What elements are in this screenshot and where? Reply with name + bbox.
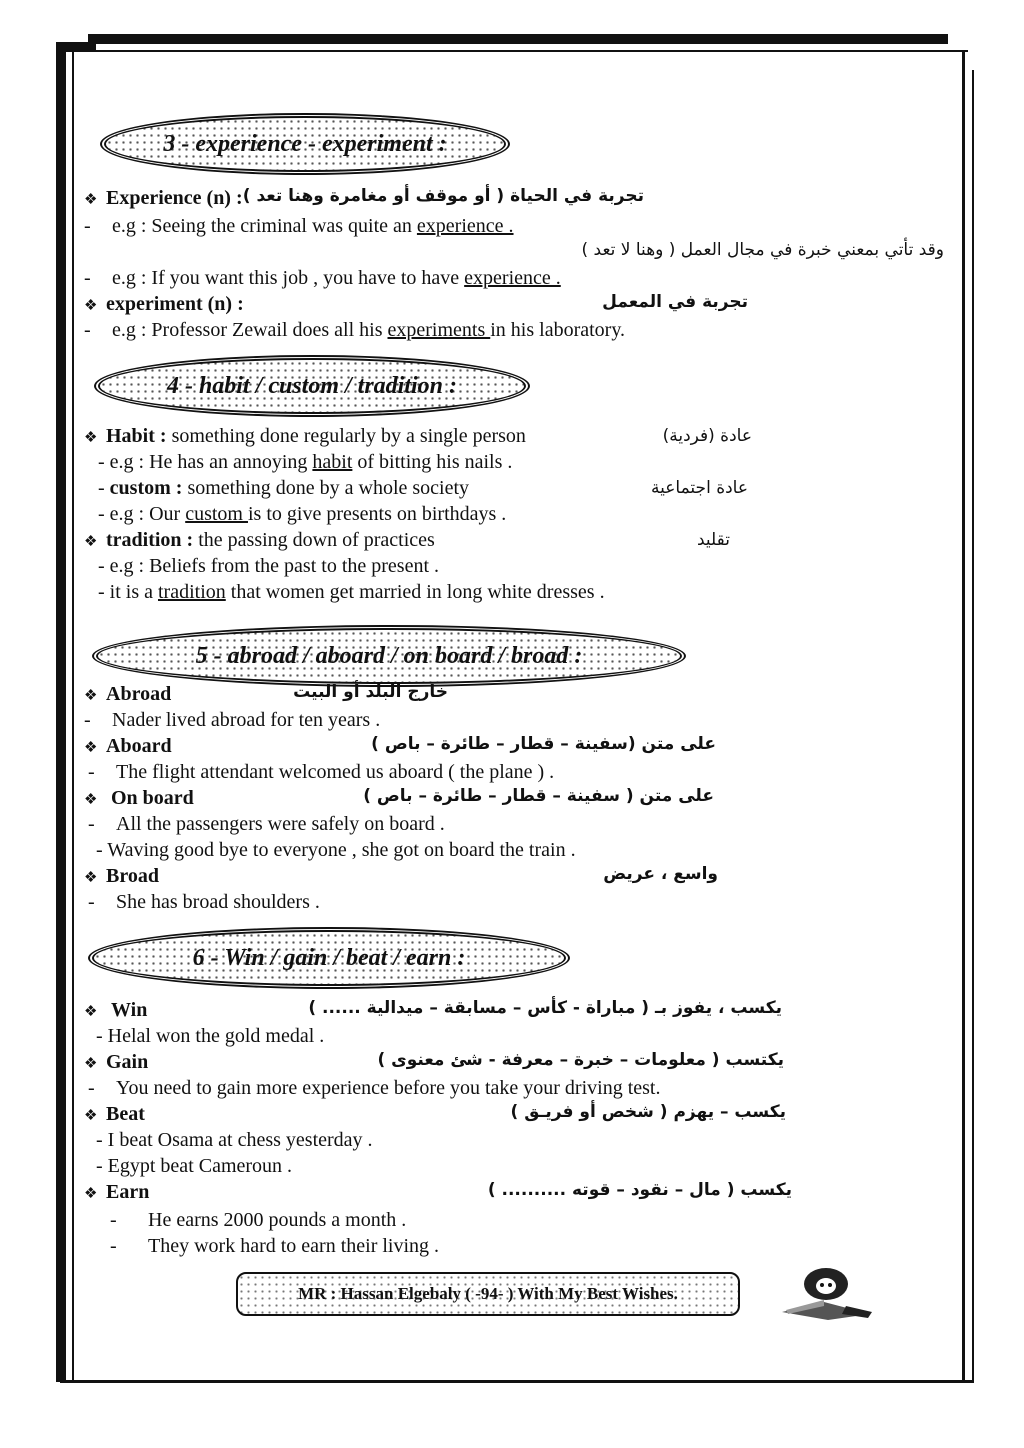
on-board-arabic: على متن ( سفينة – قطار – طائرة – باص ) <box>363 786 714 806</box>
on-board-heading: ❖ On board <box>84 786 194 812</box>
win-arabic: يكسب ، يفوز بـ ( مباراة - كأس – مسابقة – ميدالية ...... ) <box>308 998 782 1018</box>
diamond-bullet-icon: ❖ <box>84 1056 98 1072</box>
beat-heading: ❖ Beat <box>84 1102 145 1128</box>
beat-example-1: - I beat Osama at chess yesterday . <box>96 1129 373 1151</box>
broad-example: - She has broad shoulders . <box>88 891 320 913</box>
beat-arabic: يكسب – يهزم ( شخص أو فريـق ) <box>510 1102 786 1122</box>
section-6-heading: 6 - Win / gain / beat / earn : <box>92 930 566 986</box>
earn-arabic: يكسب ( مال – نقود – قوته .......... ) <box>487 1180 792 1200</box>
abroad-example: - Nader lived abroad for ten years . <box>84 709 381 731</box>
on-board-example-1: - All the passengers were safely on board . <box>88 813 445 835</box>
aboard-example: - The flight attendant welcomed us aboard ( the plane ) . <box>88 761 555 783</box>
footer-text: MR : Hassan Elgebaly ( -94- ) With My Best Wishes. <box>298 1284 678 1303</box>
diamond-bullet-icon: ❖ <box>84 1004 98 1020</box>
custom-definition: - custom : something done by a whole society <box>98 477 470 499</box>
diamond-bullet-icon: ❖ <box>84 688 98 704</box>
diamond-bullet-icon: ❖ <box>84 534 98 550</box>
frame-right-outer-line <box>972 70 974 1382</box>
gain-heading: ❖ Gain <box>84 1050 148 1076</box>
broad-arabic: واسع ، عريض <box>603 864 718 884</box>
win-example: - Helal won the gold medal . <box>96 1025 325 1047</box>
frame-bottom-border <box>60 1380 974 1383</box>
diamond-bullet-icon: ❖ <box>84 870 98 886</box>
abroad-arabic: خارج البلد أو البيت <box>293 682 448 702</box>
tradition-example-1: - e.g : Beliefs from the past to the present . <box>98 555 440 577</box>
experiment-definition: ❖ experiment (n) : <box>84 292 244 318</box>
habit-definition: ❖ Habit : something done regularly by a single person <box>84 424 526 450</box>
frame-right-border <box>962 50 965 1382</box>
tradition-example-2: - it is a tradition that women get married in long white dresses . <box>98 581 605 603</box>
diamond-bullet-icon: ❖ <box>84 792 98 808</box>
frame-left-inner-line <box>72 52 74 1382</box>
experience-definition: ❖ Experience (n) : <box>84 186 243 212</box>
tradition-arabic: تقليد <box>696 530 730 550</box>
experience-example-2: - e.g : If you want this job , you have to have experience . <box>84 267 561 289</box>
frame-top-border <box>88 34 948 44</box>
custom-arabic: عادة اجتماعية <box>651 478 748 498</box>
beat-example-2: - Egypt beat Cameroun . <box>96 1155 293 1177</box>
experience-arabic-note: وقد تأتي بمعني خبرة في مجال العمل ( وهنا لا تعد ) <box>581 240 944 260</box>
experiment-arabic: تجربة في المعمل <box>602 292 748 312</box>
diamond-bullet-icon: ❖ <box>84 1108 98 1124</box>
section-4-heading: 4 - habit / custom / tradition : <box>98 358 526 414</box>
tradition-definition: ❖ tradition : the passing down of practices <box>84 528 435 554</box>
earn-example-2: - They work hard to earn their living . <box>110 1235 440 1257</box>
diamond-bullet-icon: ❖ <box>84 298 98 314</box>
on-board-example-2: - Waving good bye to everyone , she got on board the train . <box>96 839 576 861</box>
earn-heading: ❖ Earn <box>84 1180 149 1206</box>
footer-signature-box <box>236 1272 740 1316</box>
aboard-arabic: على متن (سفينة – قطار – طائرة – باص ) <box>371 734 716 754</box>
gain-arabic: يكتسب ( معلومات – خبرة – معرفة - شئ معنوى ) <box>377 1050 784 1070</box>
habit-arabic: عادة (فردية) <box>662 426 752 446</box>
custom-example: - e.g : Our custom is to give presents on birthdays . <box>98 503 507 525</box>
habit-example: - e.g : He has an annoying habit of bitting his nails . <box>98 451 513 473</box>
frame-left-border <box>56 42 66 1382</box>
experience-example-1: - e.g : Seeing the criminal was quite an experience . <box>84 215 514 237</box>
experiment-example: - e.g : Professor Zewail does all his experiments in his laboratory. <box>84 319 626 341</box>
abroad-heading: ❖ Abroad <box>84 682 171 708</box>
experience-arabic: تجربة في الحياة ( أو موقف أو مغامرة وهنا تعد ) <box>242 186 644 206</box>
aboard-heading: ❖ Aboard <box>84 734 172 760</box>
diamond-bullet-icon: ❖ <box>84 192 98 208</box>
gain-example: - You need to gain more experience before you take your driving test. <box>88 1077 661 1099</box>
diamond-bullet-icon: ❖ <box>84 1186 98 1202</box>
win-heading: ❖ Win <box>84 998 147 1024</box>
broad-heading: ❖ Broad <box>84 864 159 890</box>
section-3-heading: 3 - experience - experiment : <box>104 116 506 172</box>
diamond-bullet-icon: ❖ <box>84 430 98 446</box>
section-5-heading: 5 - abroad / aboard / on board / broad : <box>96 628 682 684</box>
earn-example-1: - He earns 2000 pounds a month . <box>110 1209 407 1231</box>
reader-logo-icon <box>776 1262 876 1322</box>
frame-top-inner-line <box>88 50 968 52</box>
diamond-bullet-icon: ❖ <box>84 740 98 756</box>
